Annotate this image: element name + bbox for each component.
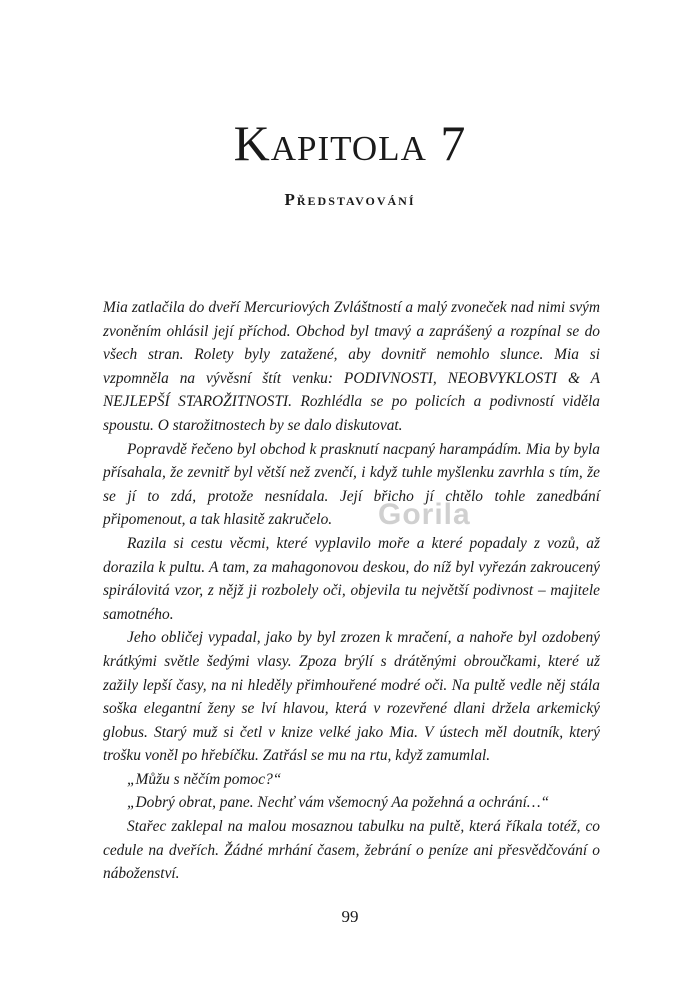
chapter-heading: Kapitola 7 — [233, 115, 467, 171]
chapter-subtitle: Představování — [284, 190, 416, 209]
paragraph: Popravdě řečeno byl obchod k prasknutí nacpaný harampádím. Mia by byla přísahala, že zevnitř byl větší než zvenčí, i když tuhle myšlenku zavrhla s tím, že se jí to zdá, protože nesnídala. Její břicho jí chtělo tohle zanedbání připomenout, a tak hlasitě zakručelo. — [103, 440, 600, 529]
body-text — [103, 296, 600, 886]
paragraph: Razila si cestu věcmi, které vyplavilo moře a které popadaly z vozů, až dorazila k pultu. A tam, za mahagonovou deskou, do níž byl vyřezán zakroucený spirálovitá vzor, z nějž ji rozbolely oči, objevila tu největší podivnost – majitele samotného. — [103, 534, 600, 623]
page-number: 99 — [341, 907, 359, 926]
watermark: Gorila — [378, 498, 471, 531]
paragraph: Jeho obličej vypadal, jako by byl zrozen k mračení, a nahoře byl ozdobený krátkými světle šedými vlasy. Zpoza brýlí s drátěnými obroučkami, které už zažily lepší časy, na ni hleděly přimhouřené modré oči. Na pultě vedle něj stála soška elegantní ženy se lví hlavou, která v rozevřené dlani držela arkemický globus. Starý muž si četl v knize velké jako Mia. V ústech měl doutník, který trošku voněl po hřebíčku. Zatřásl se mu na rtu, když zamumlal. — [103, 629, 600, 765]
dialogue-line: „Můžu s něčím pomoc?“ — [127, 770, 282, 788]
paragraph: Mia zatlačila do dveří Mercuriových Zvláštností a malý zvoneček nad nimi svým zvoněním ohlásil její příchod. Obchod byl tmavý a zaprášený a rozpínal se do všech stran. Rolety byly zatažené, aby dovnitř nemohlo slunce. Mia si vzpomněla na vývěsní štít venku: PODIVNOSTI, NEOBVYKLOSTI & A NEJLEPŠÍ STAROŽITNOSTI. Rozhlédla se po policích a podivností viděla spoustu. O starožitnostech by se dalo diskutovat. — [103, 299, 600, 434]
paragraph: Stařec zaklepal na malou mosaznou tabulku na pultě, která říkala totéž, co cedule na dveřích. Žádné mrhání časem, žebrání o peníze ani přesvědčování o náboženství. — [103, 818, 600, 883]
dialogue-line: „Dobrý obrat, pane. Nechť vám všemocný Aa požehná a ochrání…“ — [127, 794, 550, 812]
